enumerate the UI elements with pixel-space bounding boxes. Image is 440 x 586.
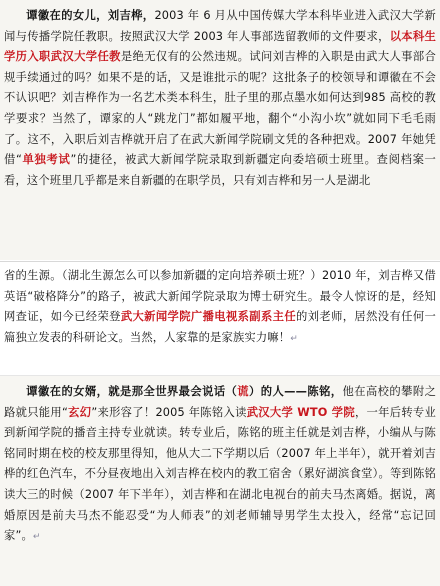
paragraph-1-text-a: 2003 年 6 月从中国传媒大学本科毕业进入武汉大学新闻与传播学院任教职。按照武汉大学 2003 年人事部选留教师的文件要求，: [4, 9, 436, 43]
highlight-single-exam: 单独考试: [22, 153, 71, 167]
highlight-fantasy: 玄幻: [67, 405, 92, 419]
paragraph-2: [4, 266, 436, 349]
return-mark-icon: ↵: [290, 333, 298, 344]
paragraph-1-text-b: 是绝无仅有的公然违规。试问刘吉桦的入职是由武大人事部合规手续通过的吗？如果不是的话，又是谁批示的呢？这批条子的校领导和谭徽在不会不认识吧？刘吉桦作为一名艺术类本科生，肚子里的那点墨水如何达到985 高校的教学要求？当然了，谭家的人“跳龙门”都如履平地，翻个“小沟小坎”就如同下毛毛雨了。这不，入职后刘吉桦就开启了在武大新闻学院刷文凭的各种把戏。2007 年她凭借“: [4, 50, 436, 167]
excerpt-middle: [0, 262, 440, 362]
paragraph-3: [4, 382, 436, 548]
paragraph-3-text-b: ”来形容了！2005 年陈铭入读: [91, 405, 247, 419]
highlight-lie: 谎: [237, 385, 250, 398]
return-mark-icon: ↵: [32, 532, 41, 543]
paragraph-3-lead-a: 谭徽在的女婿，就是那全世界最会说话（: [26, 385, 238, 398]
excerpt-top: [0, 0, 440, 260]
paragraph-3-text-a: 他在高校的攀附之路就只能用“: [4, 385, 437, 419]
paragraph-1: [4, 6, 436, 191]
paragraph-3-text-c: ，一年后转专业到新闻学院的播音主持专业就读。转专业后，陈铭的班主任就是刘吉桦，小编从与陈铭同时期在校的校友那里得知，他从大二下学期以后（2007 年上半年），就开着刘吉桦的红色汽车，不分昼夜地出入刘吉桦在校内的教工宿舍（累好湖滨食堂）。等到陈铭读大三的时候（2007 年下半年），刘吉桦和在湖北电视台的前夫马杰离婚。据说，离婚原因是前夫马杰不能忍受“为人师表”的刘老师辅导男学生太投入，经常“忘记回家”。: [4, 405, 436, 543]
paragraph-1-lead: 谭徽在的女儿，刘吉桦，: [26, 9, 155, 22]
paragraph-1-text-c: ”的捷径，被武大新闻学院录取到新疆定向委培硕士班里。查阅档案一看，这个班里几乎都是来自新疆的在职学员，只有刘吉桦和另一人是湖北: [4, 153, 437, 187]
highlight-deputy-chair: 武大新闻学院广播电视系副系主任: [120, 310, 297, 324]
highlight-wto-school: 武汉大学 WTO 学院: [246, 405, 355, 419]
paragraph-3-lead-b: ）的人——陈铭，: [249, 385, 343, 398]
highlight-undergrad-hire: 以本科生学历入职武汉大学任教: [4, 29, 436, 64]
paragraph-2-text-a: 省的生源。（湖北生源怎么可以参加新疆的定向培养硕士班？）2010 年，刘吉桦又借英语“破格降分”的路子，被武大新闻学院录取为博士研究生。最令人惊讶的是，经知网查证，如今已经荣登: [4, 269, 436, 324]
excerpt-bottom: [0, 376, 440, 586]
paragraph-2-text-b: 的刘老师，居然没有任何一篇独立发表的科研论文。当然，人家靠的是家族实力嘛！: [4, 310, 436, 344]
